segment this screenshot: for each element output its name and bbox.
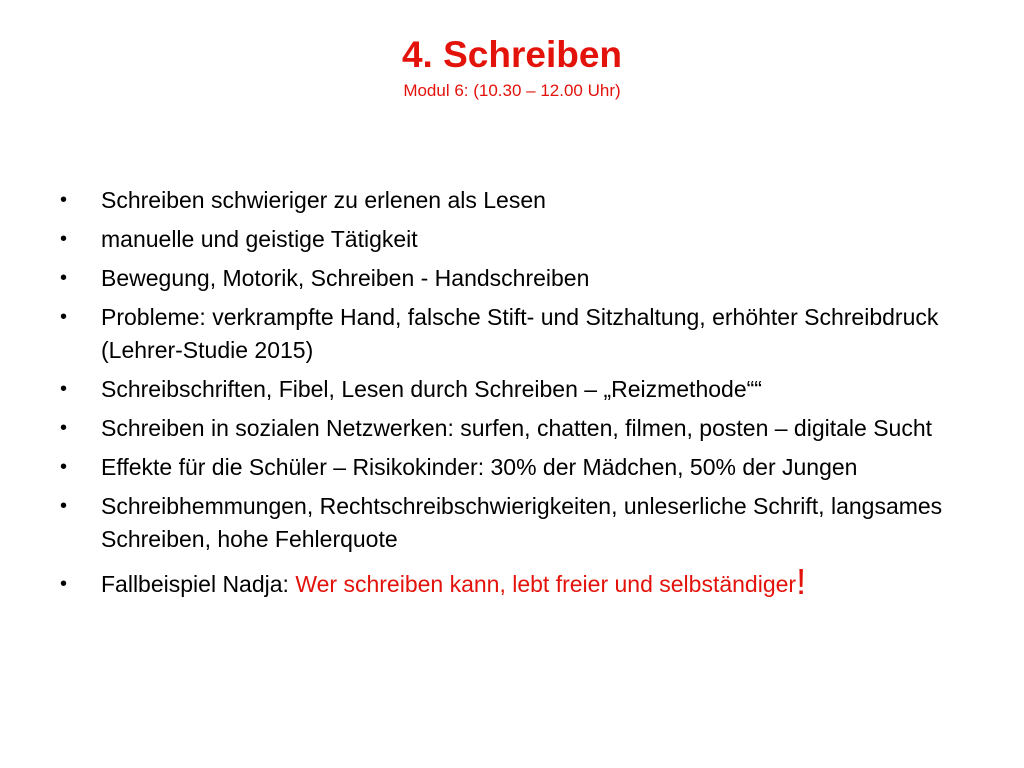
bullet-icon: • bbox=[60, 267, 68, 289]
case-study-quote: Wer schreiben kann, lebt freier und selbständiger bbox=[295, 571, 797, 597]
bullet-icon: • bbox=[60, 573, 68, 595]
bullet-text: Schreibschriften, Fibel, Lesen durch Schreiben – „Reizmethode““ bbox=[101, 376, 762, 402]
bullet-icon: • bbox=[60, 189, 68, 211]
bullet-text: Schreibhemmungen, Rechtschreibschwierigkeiten, unleserliche Schrift, langsames Schreiben, hohe Fehlerquote bbox=[101, 493, 943, 552]
bullet-text: Schreiben schwieriger zu erlenen als Lesen bbox=[101, 187, 546, 213]
bullet-text: manuelle und geistige Tätigkeit bbox=[101, 226, 418, 252]
bullet-text: Effekte für die Schüler – Risikokinder: 30% der Mädchen, 50% der Jungen bbox=[101, 454, 858, 480]
bullet-item bbox=[60, 223, 970, 256]
bullet-item bbox=[60, 184, 970, 217]
bullet-item bbox=[60, 412, 970, 445]
bullet-text: Schreiben in sozialen Netzwerken: surfen, chatten, filmen, posten – digitale Sucht bbox=[101, 415, 933, 441]
bullet-icon: • bbox=[60, 417, 68, 439]
bullet-list bbox=[60, 184, 970, 607]
bullet-item bbox=[60, 373, 970, 406]
bullet-icon: • bbox=[60, 495, 68, 517]
bullet-item bbox=[60, 262, 970, 295]
bullet-item bbox=[60, 451, 970, 484]
bullet-icon: • bbox=[60, 306, 68, 328]
title-block bbox=[0, 32, 1024, 102]
bullet-icon: • bbox=[60, 228, 68, 250]
bullet-item bbox=[60, 490, 970, 556]
slide-subtitle: Modul 6: (10.30 – 12.00 Uhr) bbox=[403, 81, 621, 100]
bullet-text: Bewegung, Motorik, Schreiben - Handschreiben bbox=[101, 265, 590, 291]
slide-title: 4. Schreiben bbox=[401, 34, 623, 75]
bullet-icon: • bbox=[60, 456, 68, 478]
bullet-text: Probleme: verkrampfte Hand, falsche Stift- und Sitzhaltung, erhöhter Schreibdruck (Lehrer-Studie 2015) bbox=[101, 304, 939, 363]
case-study-prefix: Fallbeispiel Nadja: bbox=[101, 571, 296, 597]
bullet-item bbox=[60, 301, 970, 367]
exclamation-mark: ! bbox=[796, 561, 807, 602]
bullet-icon: • bbox=[60, 378, 68, 400]
bullet-item-case-study bbox=[60, 561, 970, 602]
